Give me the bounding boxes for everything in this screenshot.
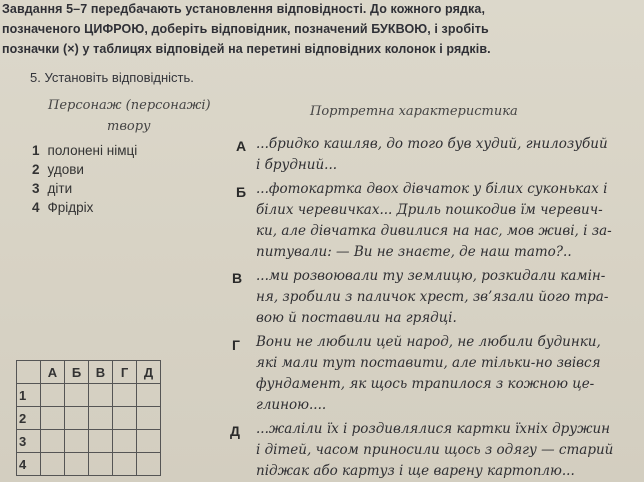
option-d-line: піджак або картуз і ще варену картоплю... bbox=[256, 463, 575, 479]
option-b-line: ...фотокартка двох дівчаток у білих суконьках і bbox=[256, 181, 608, 197]
character-number: 3 bbox=[32, 181, 40, 196]
option-a-line: ...бридко кашляв, до того був худий, гнилозубий bbox=[256, 136, 608, 152]
option-h-line: глиною.... bbox=[256, 397, 327, 413]
answer-cell[interactable] bbox=[65, 407, 89, 430]
character-label: полонені німці bbox=[47, 143, 138, 158]
answer-header-row bbox=[17, 361, 161, 384]
answer-cell[interactable] bbox=[65, 453, 89, 476]
option-v-line: ...ми розвоювали ту землицю, розкидали камін- bbox=[256, 268, 606, 284]
option-h-line: Вони не любили цей народ, не любили будинки, bbox=[256, 334, 601, 350]
answer-cell[interactable] bbox=[89, 453, 113, 476]
option-d-line: і дітей, часом приносили щось з одягу — старий bbox=[256, 442, 614, 458]
answer-col-header: Г bbox=[113, 361, 137, 384]
answer-cell[interactable] bbox=[137, 407, 161, 430]
character-item bbox=[32, 143, 137, 158]
characters-header: Персонаж (персонажі) bbox=[48, 98, 211, 113]
option-d-line: ...жаліли їх і роздивлялися картки їхніх дружин bbox=[256, 421, 611, 437]
answer-corner-cell bbox=[17, 361, 41, 384]
character-number: 2 bbox=[32, 162, 40, 177]
character-item bbox=[32, 200, 93, 215]
answer-cell[interactable] bbox=[113, 384, 137, 407]
answer-cell[interactable] bbox=[65, 384, 89, 407]
characters-header-work: твору bbox=[107, 119, 151, 134]
answer-cell[interactable] bbox=[41, 384, 65, 407]
answer-cell[interactable] bbox=[41, 453, 65, 476]
option-b-line: білих черевичках... Дриль пошкодив їм черевич- bbox=[256, 202, 603, 218]
option-letter-d: Д bbox=[230, 423, 240, 439]
answer-cell[interactable] bbox=[113, 407, 137, 430]
answer-col-header: А bbox=[41, 361, 65, 384]
answer-row bbox=[17, 430, 161, 453]
character-number: 1 bbox=[32, 143, 40, 158]
answer-cell[interactable] bbox=[89, 384, 113, 407]
option-a-line: і брудний... bbox=[256, 157, 338, 173]
answer-row bbox=[17, 453, 161, 476]
answer-cell[interactable] bbox=[89, 430, 113, 453]
instructions-line-3: позначки (×) у таблицях відповідей на перетині відповідних колонок і рядків. bbox=[2, 42, 491, 56]
portrait-header: Портретна характеристика bbox=[310, 104, 518, 119]
option-letter-v: В bbox=[232, 270, 243, 286]
character-label: удови bbox=[47, 162, 84, 177]
answer-cell[interactable] bbox=[113, 430, 137, 453]
option-letter-b: Б bbox=[236, 184, 247, 200]
option-v-line: вою й поставили на грядці. bbox=[256, 310, 457, 326]
instructions-line-2: позначеного ЦИФРОЮ, доберіть відповідник, позначений БУКВОЮ, і зробіть bbox=[2, 22, 489, 36]
option-letter-a: А bbox=[236, 138, 247, 154]
character-item bbox=[32, 162, 84, 177]
answer-row-header: 4 bbox=[17, 453, 41, 476]
answer-cell[interactable] bbox=[137, 430, 161, 453]
answer-col-header: Д bbox=[137, 361, 161, 384]
answer-row-header: 1 bbox=[17, 384, 41, 407]
answer-cell[interactable] bbox=[41, 407, 65, 430]
option-b-line: ки, але дівчатка дивилися на нас, мов живі, і за- bbox=[256, 223, 612, 239]
answer-row-header: 2 bbox=[17, 407, 41, 430]
option-h-line: які мали тут поставити, але тільки-но звівся bbox=[256, 355, 601, 371]
answer-col-header: В bbox=[89, 361, 113, 384]
answer-cell[interactable] bbox=[137, 384, 161, 407]
character-label: діти bbox=[47, 181, 73, 196]
answer-row bbox=[17, 407, 161, 430]
task-title: 5. Установіть відповідність. bbox=[30, 70, 194, 85]
character-item bbox=[32, 181, 72, 196]
answer-row-header: 3 bbox=[17, 430, 41, 453]
option-h-line: фундамент, як щось трапилося з кожною це- bbox=[256, 376, 595, 392]
answer-cell[interactable] bbox=[65, 430, 89, 453]
instructions-line-1: Завдання 5–7 передбачають установлення відповідності. До кожного рядка, bbox=[2, 2, 486, 16]
option-letter-h: Г bbox=[232, 337, 240, 353]
answer-cell[interactable] bbox=[137, 453, 161, 476]
answer-cell[interactable] bbox=[41, 430, 65, 453]
character-label: Фрідріх bbox=[47, 200, 94, 215]
character-number: 4 bbox=[32, 200, 40, 215]
answer-col-header: Б bbox=[65, 361, 89, 384]
answer-table bbox=[16, 360, 161, 476]
option-v-line: ня, зробили з паличок хрест, зв’язали його тра- bbox=[256, 289, 609, 305]
answer-cell[interactable] bbox=[89, 407, 113, 430]
option-b-line: питували: — Ви не знаєте, де наш тато?.. bbox=[256, 244, 572, 260]
answer-row bbox=[17, 384, 161, 407]
answer-cell[interactable] bbox=[113, 453, 137, 476]
